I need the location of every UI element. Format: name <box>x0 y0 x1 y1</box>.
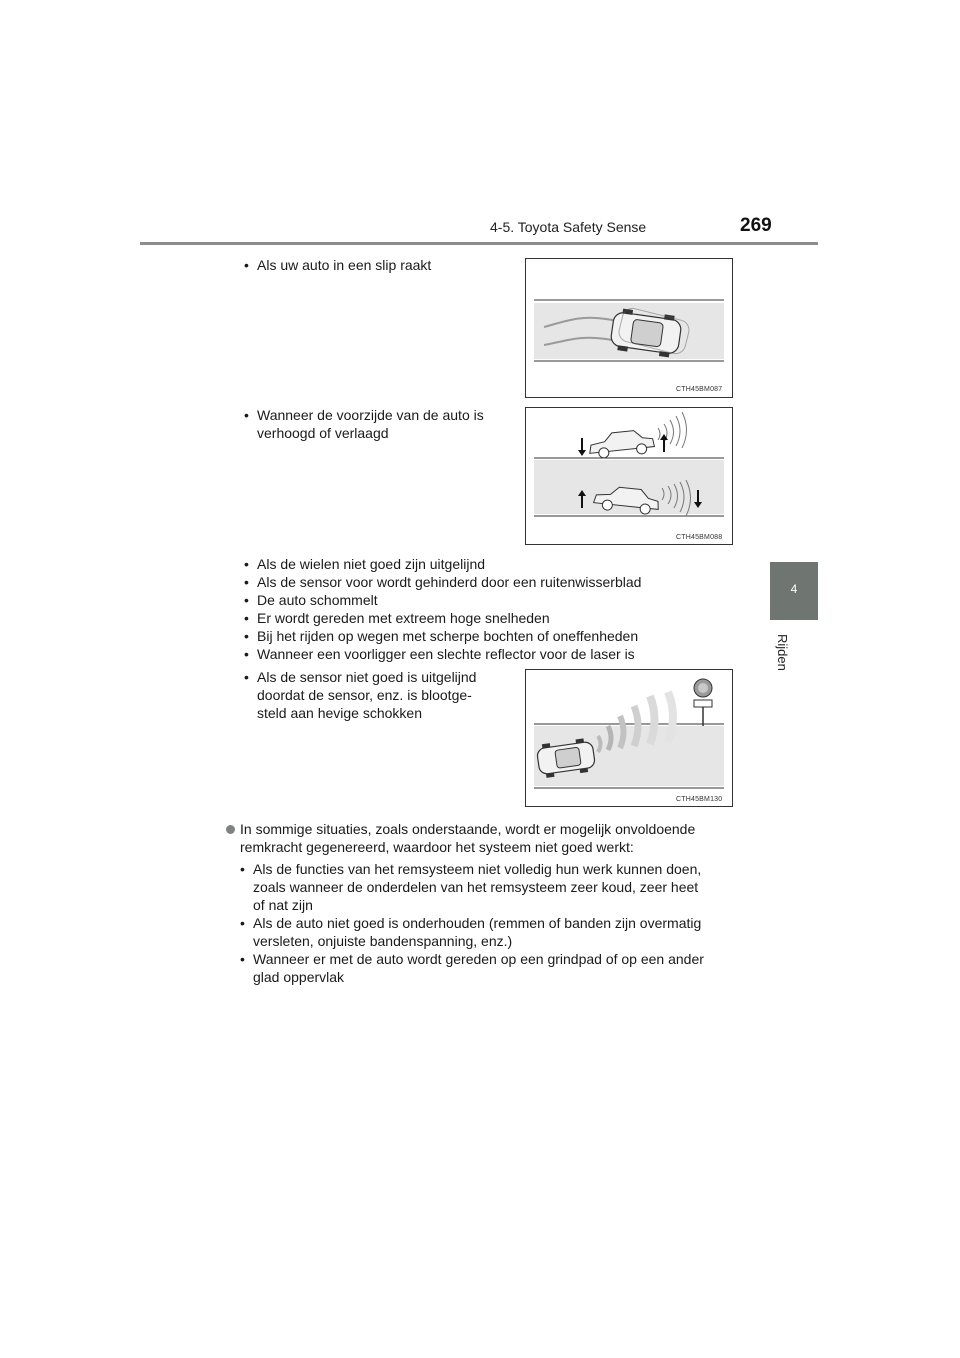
car-tilt-illustration <box>526 408 732 544</box>
chapter-number: 4 <box>790 582 798 596</box>
list-item-line: versleten, onjuiste bandenspanning, enz.) <box>253 933 513 949</box>
note-line: remkracht gegenereerd, waardoor het systeem niet goed werkt: <box>240 839 634 855</box>
list-bullet: • <box>244 628 249 644</box>
list-item-line: Wanneer er met de auto wordt gereden op een grindpad of op een ander <box>253 951 704 967</box>
list-bullet: • <box>244 257 249 273</box>
list-item-line: Wanneer de voorzijde van de auto is <box>257 407 484 423</box>
list-item: De auto schommelt <box>257 592 378 608</box>
chapter-title: Rijden <box>775 634 790 671</box>
list-bullet: • <box>244 556 249 572</box>
note-bullet-icon <box>226 825 235 834</box>
figure-car-skid <box>525 258 733 398</box>
page-number: 269 <box>740 215 772 236</box>
list-bullet: • <box>244 610 249 626</box>
sensor-misaligned-illustration <box>526 670 732 806</box>
car-skid-illustration <box>526 259 732 397</box>
list-item-line: zoals wanneer de onderdelen van het remsysteem zeer koud, zeer heet <box>253 879 699 895</box>
figure-code: CTH45BM130 <box>676 796 723 803</box>
list-item-line: Als de functies van het remsysteem niet volledig hun werk kunnen doen, <box>253 861 702 877</box>
list-item-line: of nat zijn <box>253 897 313 913</box>
list-item: Er wordt gereden met extreem hoge snelheden <box>257 610 550 626</box>
list-item-line: Als de auto niet goed is onderhouden (remmen of banden zijn overmatig <box>253 915 702 931</box>
list-item: Als uw auto in een slip raakt <box>257 257 432 273</box>
list-bullet: • <box>240 915 245 931</box>
list-item: Als de sensor voor wordt gehinderd door een ruitenwisserblad <box>257 574 642 590</box>
list-bullet: • <box>240 951 245 967</box>
list-item-line: glad oppervlak <box>253 969 345 985</box>
list-bullet: • <box>244 407 249 423</box>
note-line: In sommige situaties, zoals onderstaande, wordt er mogelijk onvoldoende <box>240 821 696 837</box>
list-item-line: verhoogd of verlaagd <box>257 425 389 441</box>
list-bullet: • <box>244 646 249 662</box>
figure-car-tilt <box>525 407 733 545</box>
list-item-line: doordat de sensor, enz. is blootge- <box>257 687 472 703</box>
chapter-tab <box>770 562 818 620</box>
list-item-line: steld aan hevige schokken <box>257 705 422 721</box>
list-bullet: • <box>240 861 245 877</box>
section-title: 4-5. Toyota Safety Sense <box>490 219 647 235</box>
list-bullet: • <box>244 574 249 590</box>
figure-code: CTH45BM087 <box>676 386 723 393</box>
list-item: Bij het rijden op wegen met scherpe bochten of oneffenheden <box>257 628 639 644</box>
figure-sensor-misaligned <box>525 669 733 807</box>
list-item: Wanneer een voorligger een slechte reflector voor de laser is <box>257 646 635 662</box>
figure-code: CTH45BM088 <box>676 534 723 541</box>
list-item: Als de wielen niet goed zijn uitgelijnd <box>257 556 486 572</box>
list-bullet: • <box>244 592 249 608</box>
header-divider <box>140 242 818 245</box>
list-bullet: • <box>244 669 249 685</box>
list-item-line: Als de sensor niet goed is uitgelijnd <box>257 669 477 685</box>
